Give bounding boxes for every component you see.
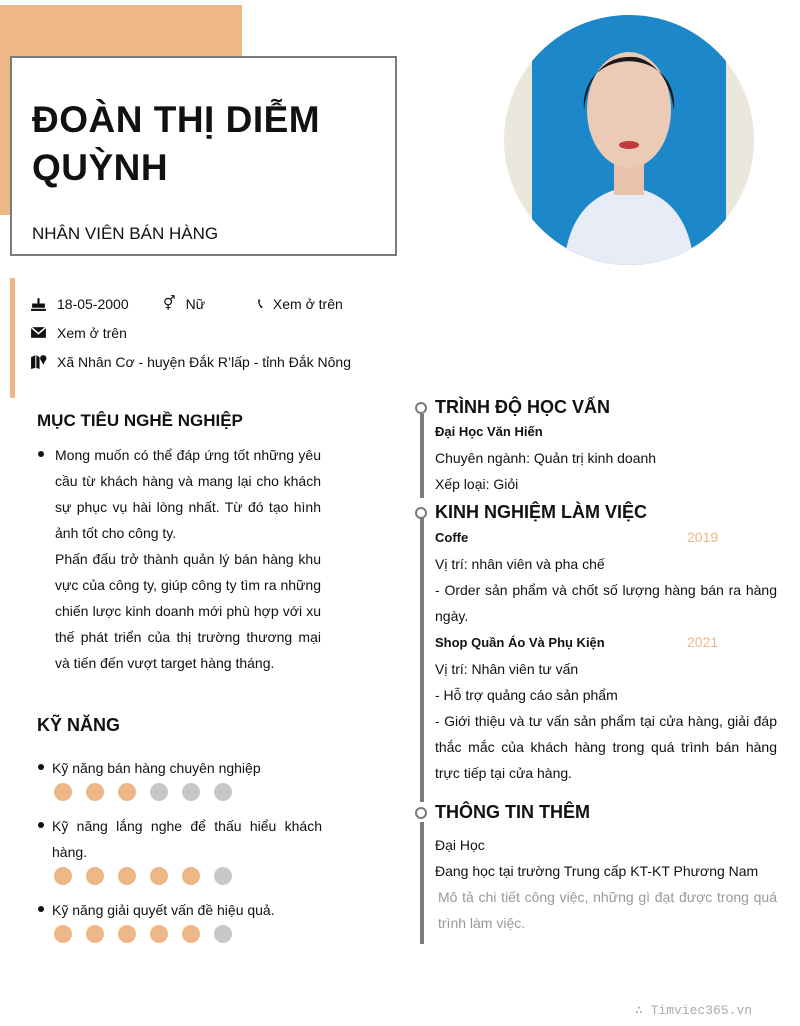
skill-rating bbox=[54, 867, 232, 885]
phone-row bbox=[258, 295, 343, 312]
job-description: - Hỗ trợ quảng cáo sản phẩm bbox=[435, 687, 618, 703]
job-position: Vị trí: Nhân viên tư vấn bbox=[435, 661, 579, 677]
skill-label: Kỹ năng bán hàng chuyên nghiệp bbox=[52, 760, 261, 776]
additional-line: Đại Học bbox=[435, 837, 485, 853]
info-accent-bar bbox=[10, 278, 15, 398]
map-marker-icon bbox=[30, 353, 47, 370]
timeline-line bbox=[420, 414, 424, 498]
gender-icon: ⚥ bbox=[163, 295, 176, 311]
job-header bbox=[435, 524, 777, 551]
objective-paragraph-1: Mong muốn có thể đáp ứng tốt những yêu cầu từ khách hàng và mang lại cho khách sự phục vụ hài lòng nhất. Từ đó tạo hình ảnh tốt cho công ty. bbox=[55, 447, 321, 541]
timeline-circle-icon bbox=[415, 402, 427, 414]
email-row bbox=[30, 324, 127, 341]
rating-dot-empty bbox=[182, 783, 200, 801]
objective-heading: MỤC TIÊU NGHỀ NGHIỆP bbox=[37, 411, 243, 430]
job-position: Vị trí: nhân viên và pha chế bbox=[435, 556, 605, 572]
rating-dot-filled bbox=[118, 925, 136, 943]
rating-dot-filled bbox=[150, 925, 168, 943]
additional-section bbox=[435, 832, 777, 936]
birthday: 18-05-2000 bbox=[57, 295, 129, 312]
rating-dot-empty bbox=[214, 925, 232, 943]
experience-section bbox=[435, 524, 777, 786]
rating-dot-filled bbox=[182, 867, 200, 885]
rating-dot-filled bbox=[54, 925, 72, 943]
experience-heading: KINH NGHIỆM LÀM VIỆC bbox=[435, 502, 648, 522]
envelope-icon bbox=[30, 324, 47, 341]
rating-dot-empty bbox=[214, 783, 232, 801]
grade: Xếp loại: Giỏi bbox=[435, 476, 519, 492]
bullet bbox=[38, 451, 44, 457]
job-year: 2019 bbox=[687, 529, 719, 545]
birthday-cake-icon bbox=[30, 295, 47, 312]
phone-icon: 📞︎ bbox=[258, 295, 263, 311]
gender-row bbox=[163, 295, 205, 312]
job-description: - Order sản phẩm và chốt số lượng hàng bán ra hàng ngày. bbox=[435, 582, 777, 624]
skill-label: Kỹ năng giải quyết vấn đề hiệu quả. bbox=[52, 902, 275, 918]
major: Chuyên ngành: Quản trị kinh doanh bbox=[435, 450, 657, 466]
objective-text bbox=[55, 442, 321, 676]
additional-heading: THÔNG TIN THÊM bbox=[435, 802, 590, 822]
watermark: ∴ Timviec365.vn bbox=[635, 1003, 753, 1018]
name-box bbox=[10, 56, 397, 256]
rating-dot-filled bbox=[86, 925, 104, 943]
company-name: Coffe bbox=[435, 530, 469, 545]
education-section bbox=[435, 419, 777, 497]
school-name: Đại Học Văn Hiến bbox=[435, 424, 543, 439]
rating-dot-filled bbox=[54, 867, 72, 885]
address: Xã Nhân Cơ - huyện Đắk R’lấp - tỉnh Đắk Nông bbox=[57, 353, 351, 370]
additional-line: Đang học tại trường Trung cấp KT-KT Phương Nam bbox=[435, 863, 759, 879]
objective-paragraph-2: Phấn đấu trở thành quản lý bán hàng khu vực của công ty, giúp công ty tìm ra những chiến lược kinh doanh mới phù hợp với xu thế phát triển của thị trường thương mại và tiến đến vượt target hàng tháng. bbox=[55, 551, 321, 671]
timeline-line bbox=[420, 518, 424, 802]
skill-rating bbox=[54, 783, 232, 801]
candidate-name: ĐOÀN THỊ DIỄM QUỲNH bbox=[32, 99, 321, 188]
rating-dot-empty bbox=[150, 783, 168, 801]
job-year: 2021 bbox=[687, 634, 719, 650]
profile-photo bbox=[504, 15, 754, 265]
skill-label: Kỹ năng lắng nghe để thấu hiểu khách hàng. bbox=[52, 818, 322, 860]
phone: Xem ở trên bbox=[272, 295, 343, 312]
rating-dot-empty bbox=[214, 867, 232, 885]
bullet bbox=[38, 764, 44, 770]
skills-heading: KỸ NĂNG bbox=[37, 715, 121, 735]
rating-dot-filled bbox=[54, 783, 72, 801]
education-heading: TRÌNH ĐỘ HỌC VẤN bbox=[435, 397, 610, 417]
skill-rating bbox=[54, 925, 232, 943]
job-header bbox=[435, 629, 777, 656]
bullet bbox=[38, 906, 44, 912]
birthday-row bbox=[30, 295, 129, 312]
rating-dot-filled bbox=[118, 783, 136, 801]
rating-dot-filled bbox=[118, 867, 136, 885]
company-name: Shop Quần Áo Và Phụ Kiện bbox=[435, 635, 605, 650]
timeline-line bbox=[420, 822, 424, 944]
job-description: - Giới thiệu và tư vấn sản phẩm tại cửa hàng, giải đáp thắc mắc của khách hàng trong quá trình bán hàng trực tiếp tại cửa hàng. bbox=[435, 713, 777, 781]
rating-dot-filled bbox=[86, 867, 104, 885]
email: Xem ở trên bbox=[57, 324, 127, 341]
rating-dot-filled bbox=[150, 867, 168, 885]
address-row bbox=[30, 353, 351, 370]
gender: Nữ bbox=[185, 295, 206, 312]
bullet bbox=[38, 822, 44, 828]
timeline-circle-icon bbox=[415, 807, 427, 819]
additional-note: Mô tả chi tiết công việc, những gì đạt được trong quá trình làm việc. bbox=[438, 889, 777, 931]
rating-dot-filled bbox=[86, 783, 104, 801]
job-title: NHÂN VIÊN BÁN HÀNG bbox=[32, 224, 219, 243]
timeline-circle-icon bbox=[415, 507, 427, 519]
rating-dot-filled bbox=[182, 925, 200, 943]
